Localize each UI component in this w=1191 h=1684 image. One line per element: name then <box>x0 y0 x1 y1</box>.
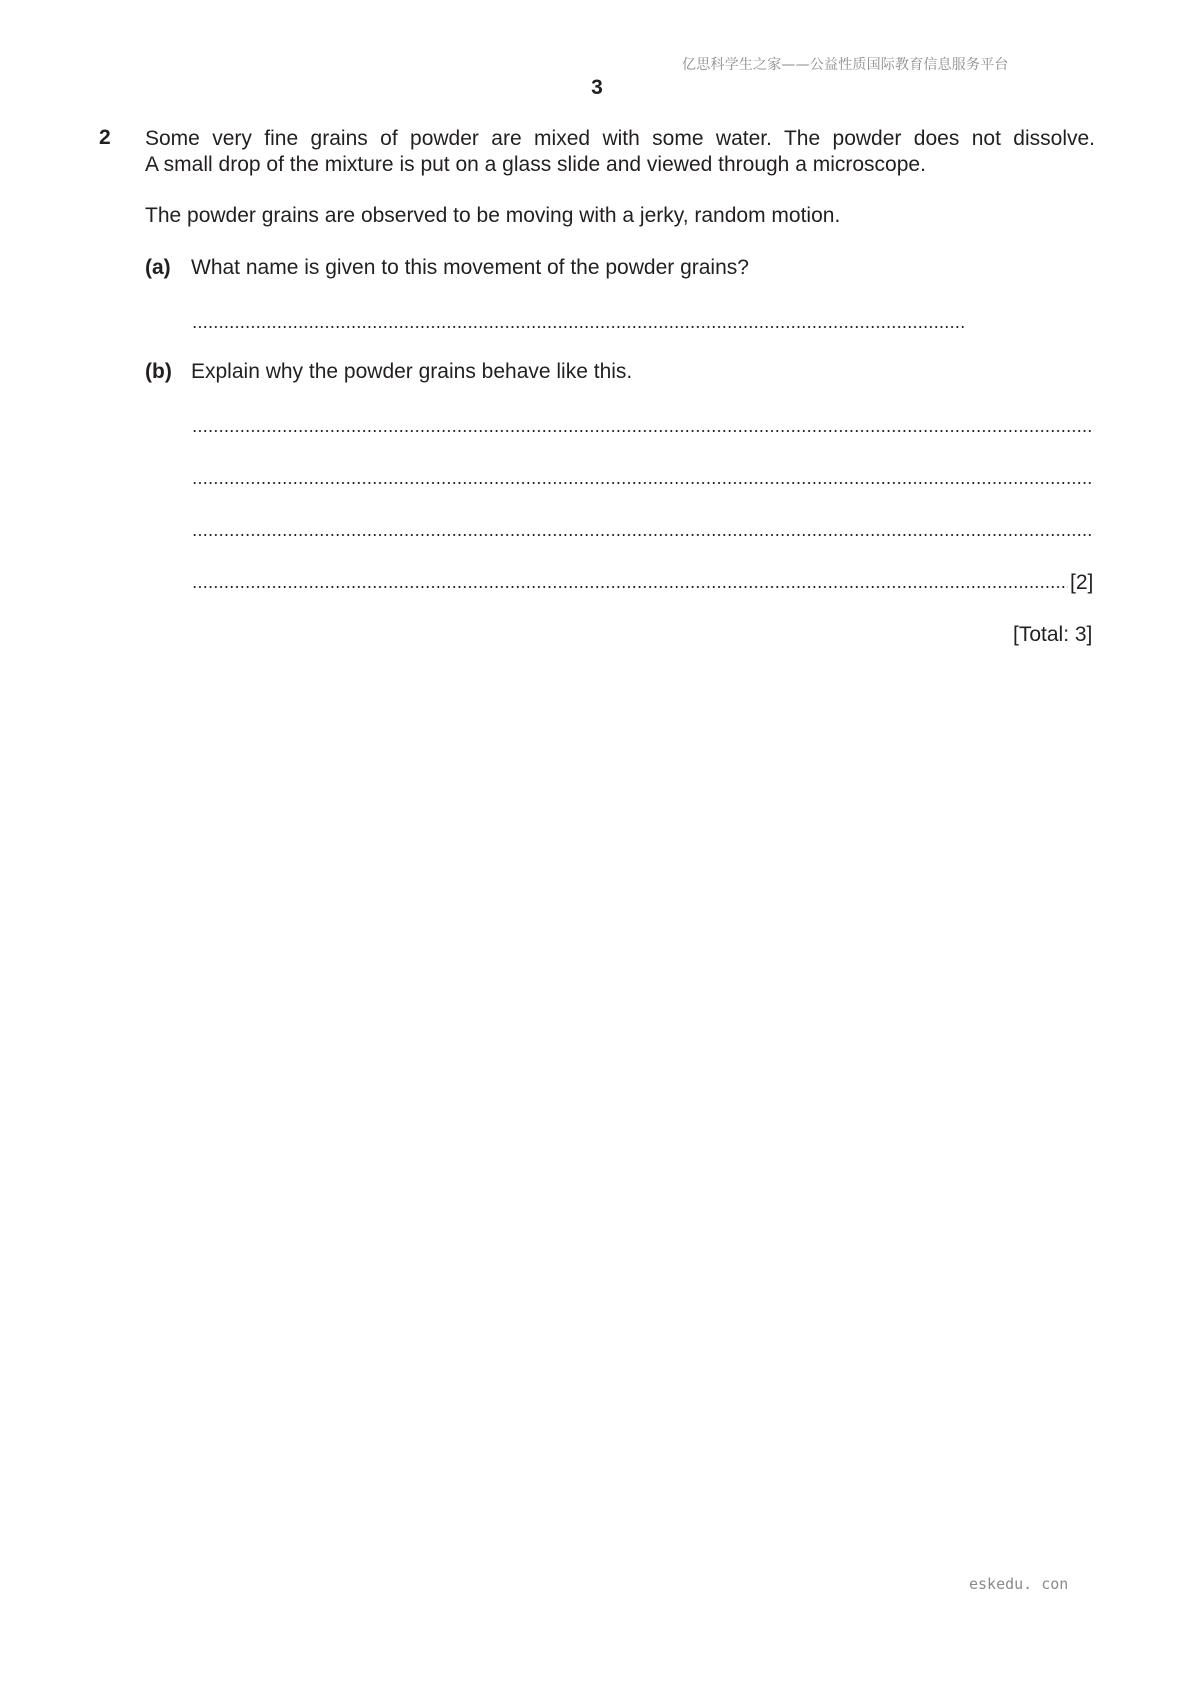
part-b-text: Explain why the powder grains behave like this. <box>191 360 633 383</box>
footer-watermark: eskedu. con <box>969 1575 1069 1593</box>
question-stem <box>145 126 1095 178</box>
part-b-answer-line-1[interactable] <box>192 430 1094 432</box>
part-a-text: What name is given to this movement of the powder grains? <box>191 256 749 279</box>
question-stem-line-1: Some very fine grains of powder are mixed with some water. The powder does not dissolve. <box>145 127 1095 150</box>
part-a-answer-line[interactable] <box>192 326 964 328</box>
question-total-marks: [Total: 3] <box>1013 623 1093 646</box>
question-number: 2 <box>99 126 111 149</box>
question-observation: The powder grains are observed to be moving with a jerky, random motion. <box>145 204 841 227</box>
part-b-marks: [2] <box>1070 571 1094 594</box>
part-b-answer-line-4[interactable] <box>192 586 1068 588</box>
part-b-answer-line-3[interactable] <box>192 534 1094 536</box>
part-a-label: (a) <box>145 256 171 279</box>
page-number: 3 <box>591 76 603 99</box>
question-stem-line-2: A small drop of the mixture is put on a glass slide and viewed through a microscope. <box>145 153 926 176</box>
part-b-label: (b) <box>145 360 172 383</box>
part-b-answer-line-2[interactable] <box>192 482 1094 484</box>
header-watermark: 亿思科学生之家——公益性质国际教育信息服务平台 <box>682 57 1009 73</box>
